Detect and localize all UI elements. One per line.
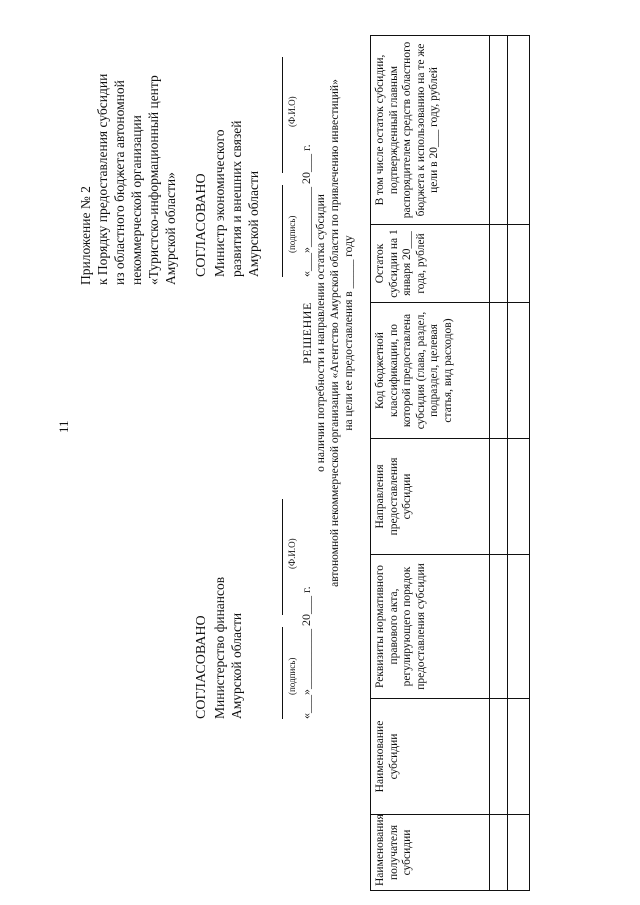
table-cell — [508, 699, 530, 815]
table-cell — [490, 555, 508, 699]
appendix-block — [77, 0, 179, 285]
page-number: 11 — [56, 420, 71, 433]
signature-caption: (подпись) — [287, 215, 297, 253]
appendix-line: к Порядку предоставления субсидии — [95, 73, 110, 285]
decision-subtitle-line: автономной некоммерческой организации «Агентство Амурской области по привлечению инвестиций» — [329, 79, 341, 587]
table-cell — [508, 555, 530, 699]
name-caption: (Ф.И.О) — [287, 538, 297, 569]
table-header-cell: Наименование субсидии — [371, 699, 490, 815]
name-caption: (Ф.И.О) — [287, 96, 297, 127]
agreement-line: Амурской области — [229, 612, 244, 719]
appendix-line: Приложение № 2 — [78, 186, 93, 285]
table-cell — [508, 815, 530, 891]
signature-caption: (подпись) — [287, 657, 297, 695]
agreement-block-economy-ministry — [193, 12, 315, 277]
name-rule — [282, 499, 283, 615]
table-cell — [508, 36, 530, 225]
table-row — [508, 36, 530, 891]
agreement-line: Амурской области — [246, 170, 261, 277]
appendix-line: Амурской области» — [163, 172, 178, 285]
agreement-block-finance-ministry — [193, 454, 315, 719]
table-header-row — [371, 36, 490, 891]
agreement-heading: СОГЛАСОВАНО — [194, 173, 209, 277]
date-line: «___»__________ 20___ г. — [299, 144, 313, 277]
signature-captions — [284, 454, 296, 719]
agreement-line: Министерство финансов — [212, 576, 227, 719]
table-cell — [490, 303, 508, 439]
signature-lines — [270, 12, 284, 277]
signature-lines — [270, 454, 284, 719]
appendix-line: из областного бюджета автономной — [112, 80, 127, 285]
table-header-cell: Направления предоставления субсидии — [371, 439, 490, 555]
table-cell — [490, 439, 508, 555]
table-cell — [490, 36, 508, 225]
table-header-cell: Код бюджетной классификации, по которой предоставлена субсидия (глава, раздел, подраздел, целевая статья, вид расходов) — [371, 303, 490, 439]
table-cell — [490, 699, 508, 815]
agreement-line: развития и внешних связей — [229, 120, 244, 277]
table-header-cell: Наименования получателя субсидии — [371, 815, 490, 891]
signature-rule — [282, 185, 283, 277]
table-cell — [508, 439, 530, 555]
decision-subtitle-line: на цели ее предоставления в _____ году — [343, 235, 355, 431]
table-header-cell: В том числе остаток субсидии, подтвержденный главным распорядителем средств областного бюджета к использованию на те же цели в 20___ году, рублей — [371, 36, 490, 225]
decision-title: РЕШЕНИЕ — [300, 302, 314, 364]
name-rule — [282, 57, 283, 173]
table-header-cell: Остаток субсидии на 1 января 20___ года, рублей — [371, 225, 490, 303]
table-cell — [508, 225, 530, 303]
agreement-line: Министр экономического — [212, 129, 227, 277]
subsidy-remainder-table — [370, 35, 530, 891]
signature-rule — [282, 627, 283, 719]
agreement-heading: СОГЛАСОВАНО — [194, 615, 209, 719]
decision-heading-block — [300, 53, 356, 613]
table-cell — [490, 815, 508, 891]
table-row — [490, 36, 508, 891]
table-cell — [490, 225, 508, 303]
decision-subtitle-line: о наличии потребности и направлении остатка субсидии — [315, 194, 327, 472]
table-header-cell: Реквизиты нормативного правового акта, регулирующего порядок предоставления субсидии — [371, 555, 490, 699]
table-cell — [508, 303, 530, 439]
appendix-line: некоммерческой организации — [129, 115, 144, 285]
date-line: «___»__________ 20___ г. — [299, 586, 313, 719]
appendix-line: «Туристско-информационный центр — [146, 75, 161, 285]
signature-captions — [284, 12, 296, 277]
